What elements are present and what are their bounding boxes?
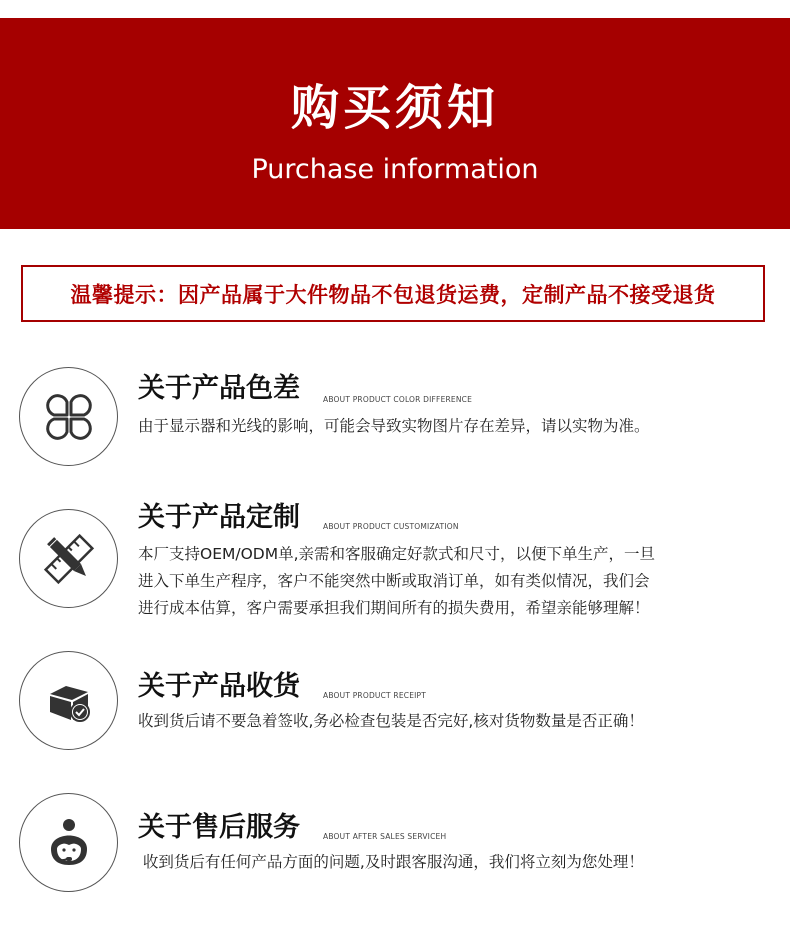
section-text (138, 708, 750, 734)
text-line: 收到货后请不要急着签收,务必检查包装是否完好,核对货物数量是否正确！ (138, 712, 644, 730)
text-line: 收到货后有任何产品方面的问题,及时跟客服沟通，我们将立刻为您处理！ (138, 853, 644, 871)
receipt-icon-circle (19, 651, 118, 750)
section-text (138, 413, 750, 439)
text-line: 由于显示器和光线的影响，可能会导致实物图片存在差异，请以实物为准。 (138, 417, 650, 435)
pencil-ruler-icon (41, 531, 97, 587)
page-subtitle: Purchase information (251, 154, 539, 185)
section-subtitle-en: ABOUT AFTER SALES SERVICEH (323, 832, 447, 841)
customer-service-icon (41, 815, 97, 871)
color-difference-icon-circle (19, 367, 118, 466)
package-check-icon (42, 674, 96, 728)
page-title: 购买须知 (290, 80, 499, 136)
text-line: 进行成本估算，客户需要承担我们期间所有的损失费用，希望亲能够理解！ (138, 599, 650, 617)
section-title: 关于产品收货 (138, 671, 300, 702)
notice-box (21, 265, 765, 322)
section-title: 关于产品色差 (138, 373, 300, 404)
after-sales-icon-circle (19, 793, 118, 892)
four-petal-icon (42, 390, 96, 444)
notice-text: 温馨提示：因产品属于大件物品不包退货运费，定制产品不接受退货 (70, 282, 716, 307)
section-text (138, 849, 750, 875)
header-banner (0, 18, 790, 229)
section-subtitle-en: ABOUT PRODUCT CUSTOMIZATION (323, 522, 459, 531)
text-line: 进入下单生产程序，客户不能突然中断或取消订单，如有类似情况，我们会 (138, 572, 650, 590)
section-subtitle-en: ABOUT PRODUCT RECEIPT (323, 691, 427, 700)
text-line: 本厂支持OEM/ODM单,亲需和客服确定好款式和尺寸，以便下单生产，一旦 (138, 545, 656, 563)
section-title: 关于产品定制 (138, 502, 300, 533)
section-text (138, 541, 750, 622)
customization-icon-circle (19, 509, 118, 608)
section-subtitle-en: ABOUT PRODUCT COLOR DIFFERENCE (323, 395, 473, 404)
section-title: 关于售后服务 (138, 812, 300, 843)
